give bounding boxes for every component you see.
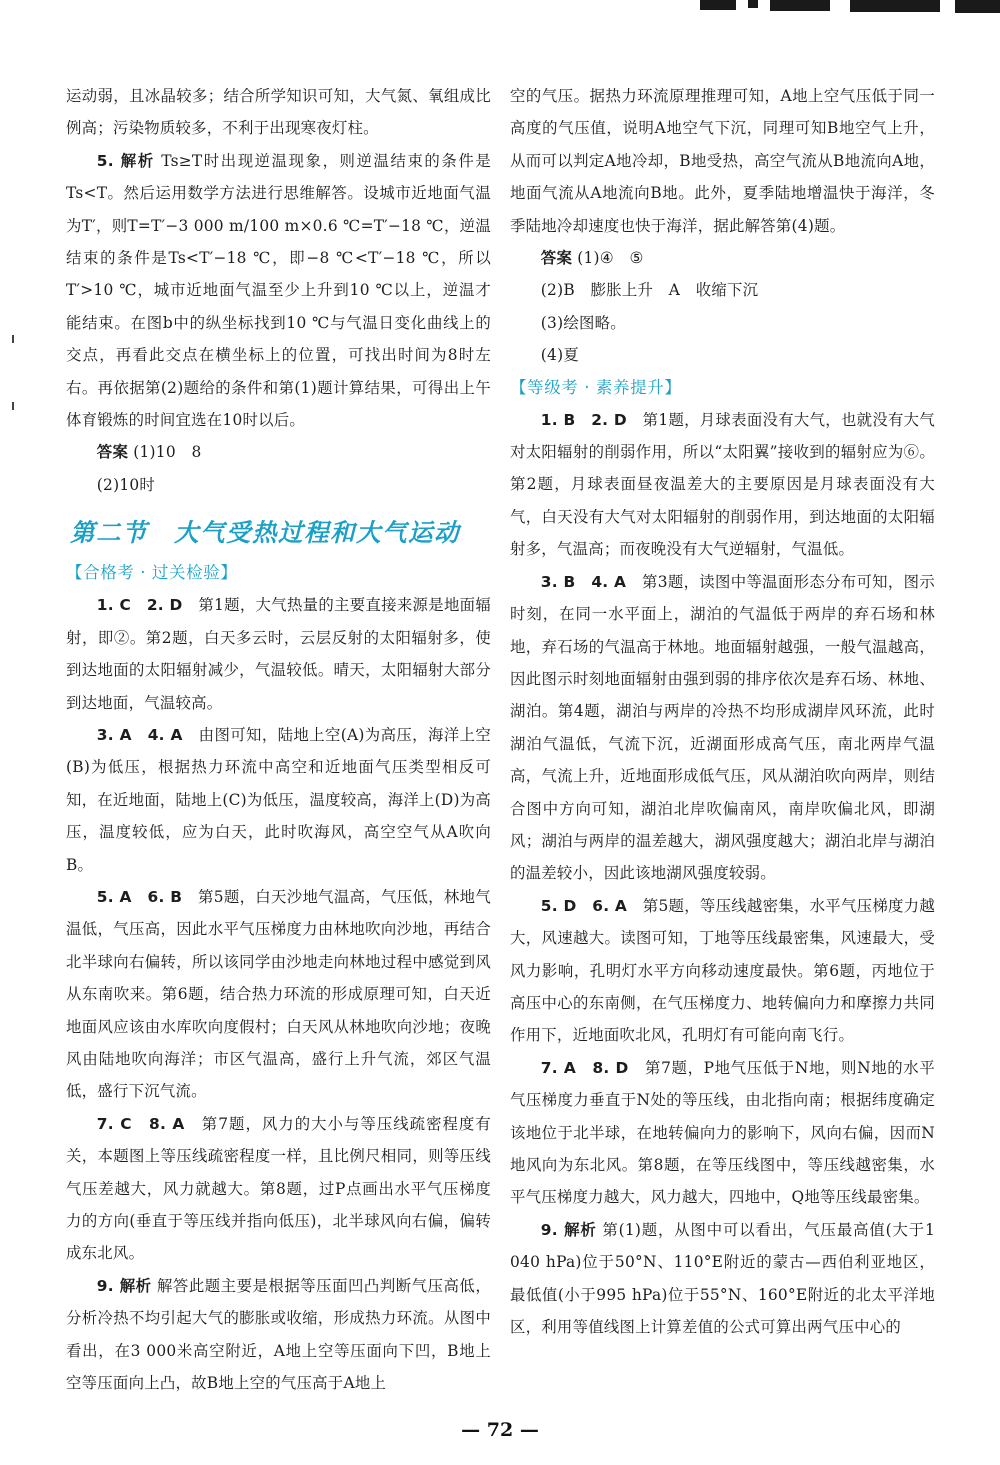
question-1-2 [510,404,935,566]
question-label: 7. C 8. A [96,1114,185,1133]
question-label: 7. A 8. D [540,1058,629,1077]
question-text: 第7题，风力的大小与等压线疏密程度有关，本题图上等压线疏密程度一样，且比例尺相同，则等压线气压差越大，风力就越大。第8题，过P点画出水平气压梯度力的方向(垂直于等压线并指向低压)，北半球风向右偏，偏转成东北风。 [66,1114,491,1263]
question-3-4 [510,566,935,890]
margin-mark [12,335,14,343]
question-text: Ts≥T时出现逆温现象，则逆温结束的条件是Ts<T。然后运用数学方法进行思维解答。设城市近地面气温为T′，则T=T′−3 000 m/100 m×0.6 ℃=T′−18 ℃，逆温结束的条件是Ts<T′−18 ℃，即−8 ℃<T′−18 ℃，所以T′>10 ℃，城市近地面气温至少上升到10 ℃以上，逆温才能结束。在图b中的纵坐标找到10 ℃与气温日变化曲线上的交点，再看此交点在横坐标上的位置，可找出时间为8时左右。再依据第(2)题给的条件和第(1)题计算结果，可得出上午体育锻炼的时间宜选在10时以后。 [66,151,491,430]
answer-9-part3: (3)绘图略。 [540,313,626,332]
answer-9-part2: (2)B 膨胀上升 A 收缩下沉 [540,281,759,300]
answer-text: (1)10 8 [128,443,202,462]
question-3-4 [66,719,491,881]
question-5-6 [66,881,491,1108]
answer-label: 答案 [540,249,573,268]
question-label: 9. 解析 [96,1276,152,1295]
answer-label: 答案 [96,443,129,462]
question-text: 第5题，等压线越密集，水平气压梯度力越大，风速越大。读图可知，丁地等压线最密集，风速最大，受风力影响，孔明灯水平方向移动速度最快。第6题，丙地位于高压中心的东南侧，在气压梯度力、地转偏向力和摩擦力共同作用下，近地面吹北风，孔明灯有可能向南飞行。 [510,896,935,1045]
question-9-explanation [66,1270,491,1400]
question-9-explanation [510,1214,935,1344]
question-label: 1. B 2. D [540,410,627,429]
question-text: 第1题，大气热量的主要直接来源是地面辐射，即②。第2题，白天多云时，云层反射的太阳辐射多，使到达地面的太阳辐射减少，气温较低。晴天，太阳辐射大部分到达地面，气温较高。 [66,596,491,712]
paragraph: 空的气压。据热力环流原理推理可知，A地上空气压低于同一高度的气压值，说明A地空气下沉，同理可知B地空气上升，从而可以判定A地冷却，B地受热，高空气流从B地流向A地，地面气流从A地流向B地。此外，夏季陆地增温快于海洋，冬季陆地冷却速度也快于海洋，据此解答第(4)题。 [510,87,935,235]
question-5-explanation [66,145,491,437]
question-7-8 [66,1108,491,1270]
question-text: 解答此题主要是根据等压面凹凸判断气压高低，分析冷热不均引起大气的膨胀或收缩，形成热力环流。从图中看出，在3 000米高空附近，A地上空等压面向下凹，B地上空等压面向上凸，故B地上空的气压高于A地上 [66,1276,491,1393]
question-label: 9. 解析 [540,1220,597,1239]
answer-9 [510,242,935,274]
question-5-6 [510,890,935,1052]
question-7-8 [510,1052,935,1214]
question-label: 3. A 4. A [96,725,183,744]
question-text: 第(1)题，从图中可以看出，气压最高值(大于1 040 hPa)位于50°N、110°E附近的蒙古—西伯利亚地区，最低值(小于995 hPa)位于55°N、160°E附近的北太平洋地区，利用等值线图上计算差值的公式可算出两气压中心的 [510,1220,935,1337]
section-title: 第二节 大气受热过程和大气运动 [70,518,460,548]
question-text: 第5题，白天沙地气温高，气压低，林地气温低，气压高，因此水平气压梯度力由林地吹向沙地，再结合北半球向右偏转，所以该同学由沙地走向林地过程中感觉到风从东南吹来。第6题，结合热力环流的形成原理可知，白天近地面风应该由水库吹向度假村；白天风从林地吹向沙地；夜晚风由陆地吹向海洋；市区气温高，盛行上升气流，郊区气温低，盛行下沉气流。 [66,887,491,1101]
answer-9-part4: (4)夏 [540,346,579,365]
sub-heading-advanced: 【等级考 · 素养提升】 [510,377,682,397]
sub-heading-basic: 【合格考 · 过关检验】 [66,563,238,583]
question-label: 5. 解析 [96,151,155,170]
question-text: 由图可知，陆地上空(A)为高压，海洋上空(B)为低压，根据热力环流中高空和近地面气压类型相反可知，在近地面，陆地上(C)为低压，温度较高，海洋上(D)为高压，温度较低，应为白天，此时吹海风，高空空气从A吹向B。 [66,725,492,874]
question-text: 第7题，P地气压低于N地，则N地的水平气压梯度力垂直于N处的等压线，由北指向南；根据纬度确定该地位于北半球，在地转偏向力的影响下，风向右偏，因而N地风向为东北风。第8题，在等压线图中，等压线越密集，水平气压梯度力越大，风力越大，四地中，Q地等压线最密集。 [510,1058,935,1207]
question-1-2 [66,589,491,719]
question-label: 5. A 6. B [96,887,183,906]
margin-mark [12,402,14,410]
paragraph: 运动弱，且冰晶较多；结合所学知识可知，大气氮、氧组成比例高；污染物质较多，不利于出现寒夜灯柱。 [66,87,491,138]
question-label: 3. B 4. A [540,572,627,591]
page-number: — 72 — [461,1419,539,1441]
question-label: 1. C 2. D [96,596,183,615]
left-column [66,80,491,1399]
question-label: 5. D 6. A [540,896,628,915]
top-edge-bar [700,0,1000,14]
right-column [510,80,935,1343]
question-text: 第1题，月球表面没有大气，也就没有大气对太阳辐射的削弱作用，所以“太阳翼”接收到的辐射应为⑥。第2题，月球表面昼夜温差大的主要原因是月球表面没有大气，白天没有大气对太阳辐射的削弱作用，到达地面的太阳辐射多，气温高；而夜晚没有大气逆辐射，气温低。 [510,410,936,559]
answer-text: (1)④ ⑤ [572,249,644,268]
answer-5 [66,436,491,468]
answer-5-part2: (2)10时 [96,475,156,494]
question-text: 第3题，读图中等温面形态分布可知，图示时刻，在同一水平面上，湖泊的气温低于两岸的弃石场和林地，弃石场的气温高于林地。地面辐射越强，一般气温越高，因此图示时刻地面辐射由强到弱的排序依次是弃石场、林地、湖泊。第4题，湖泊与两岸的冷热不均形成湖岸风环流，此时湖泊气温低，气流下沉，近湖面形成高气压，南北两岸气温高，气流上升，近地面形成低气压，风从湖泊吹向两岸，则结合图中方向可知，湖泊北岸吹偏南风，南岸吹偏北风，即湖风；湖泊与两岸的温差越大，湖风强度越大；湖泊北岸与湖泊的温差较小，因此该地湖风强度较弱。 [510,572,935,883]
